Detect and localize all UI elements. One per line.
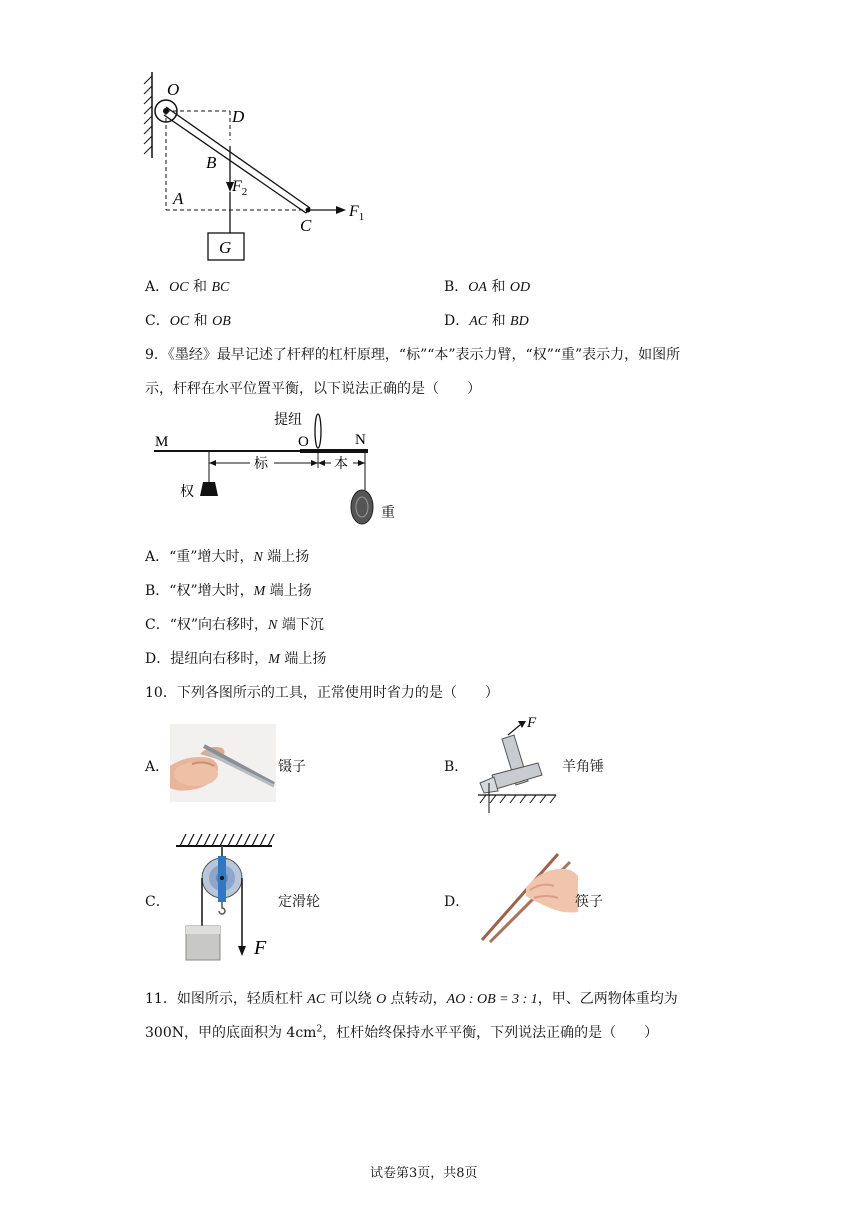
q9-stem-line1: 9．《墨经》最早记述了杆秤的杠杆原理，“标”“本”表示力臂，“权”“重”表示力，如图所 xyxy=(145,347,681,363)
label-A: A xyxy=(173,189,184,208)
label-O: O xyxy=(167,80,180,99)
steelyard-diagram-q9 xyxy=(150,406,410,531)
label-ben: 本 xyxy=(334,457,348,472)
label-zhong: 重 xyxy=(381,506,395,521)
label-F2: F xyxy=(232,178,242,195)
page-footer: 试卷第3页，共8页 xyxy=(370,1166,478,1181)
label-tiniu: 提纽 xyxy=(274,413,302,428)
q10-option-b-letter[interactable]: B． xyxy=(444,759,469,775)
lever-diagram-q8 xyxy=(140,70,380,265)
label-G: G xyxy=(219,238,232,257)
label-C: C xyxy=(300,216,312,235)
q10-option-b-name: 羊角锤 xyxy=(562,759,604,775)
q10-option-c-name: 定滑轮 xyxy=(278,894,320,910)
q11-stem-line2: 300N，甲的底面积为 $4cm^2$，杠杆始终保持水平平衡，下列说法正确的是（ ） xyxy=(145,1024,659,1041)
label-N: N xyxy=(355,432,366,448)
q9-option-d[interactable]: D．提纽向右移时，M 端上扬 xyxy=(145,651,327,667)
fixed-pulley-diagram xyxy=(172,830,282,965)
q9-option-b[interactable]: B．“权”增大时，M 端上扬 xyxy=(145,583,312,599)
label-O: O xyxy=(298,434,309,450)
label-quan: 权 xyxy=(180,485,194,500)
label-M: M xyxy=(155,434,169,450)
svg-text:F1 xyxy=(348,203,364,223)
q9-option-a[interactable]: A．“重”增大时，N 端上扬 xyxy=(145,549,310,565)
q10-stem: 10．下列各图所示的工具，正常使用时省力的是（ ） xyxy=(145,685,499,701)
pulley-force-label: F xyxy=(254,937,267,959)
tweezers-image xyxy=(170,724,276,802)
q11-stem-line1: 11．如图所示，轻质杠杆 AC 可以绕 O 点转动，AO : OB = 3 : 1，甲、乙两物体重均为 xyxy=(145,991,678,1007)
q8-option-d[interactable]: D．AC 和 BD xyxy=(444,313,529,329)
label-biao: 标 xyxy=(254,457,268,472)
q9-stem-line2: 示，杆秤在水平位置平衡，以下说法正确的是（ ） xyxy=(145,381,481,397)
label-B: B xyxy=(206,153,217,172)
q8-option-c[interactable]: C．OC 和 OB xyxy=(145,313,231,329)
label-F1-sub: 1 xyxy=(358,211,365,223)
svg-text:F2 xyxy=(231,178,247,198)
q10-option-a-letter[interactable]: A． xyxy=(145,759,170,775)
label-F1: F xyxy=(349,203,359,220)
q10-option-c-letter[interactable]: C． xyxy=(145,894,170,910)
label-D: D xyxy=(232,107,245,126)
hammer-force-label: F xyxy=(527,715,537,731)
q8-option-b[interactable]: B．OA 和 OD xyxy=(444,279,531,295)
q10-option-d-name: 筷子 xyxy=(575,894,603,910)
q10-option-a-name: 镊子 xyxy=(278,759,306,775)
q8-option-a[interactable]: A．OC 和 BC xyxy=(145,279,230,295)
chopsticks-image xyxy=(478,852,578,944)
q9-option-c[interactable]: C．“权”向右移时，N 端下沉 xyxy=(145,617,324,633)
label-F2-sub: 2 xyxy=(241,186,248,198)
q10-option-d-letter[interactable]: D． xyxy=(444,894,470,910)
claw-hammer-diagram xyxy=(472,713,562,815)
